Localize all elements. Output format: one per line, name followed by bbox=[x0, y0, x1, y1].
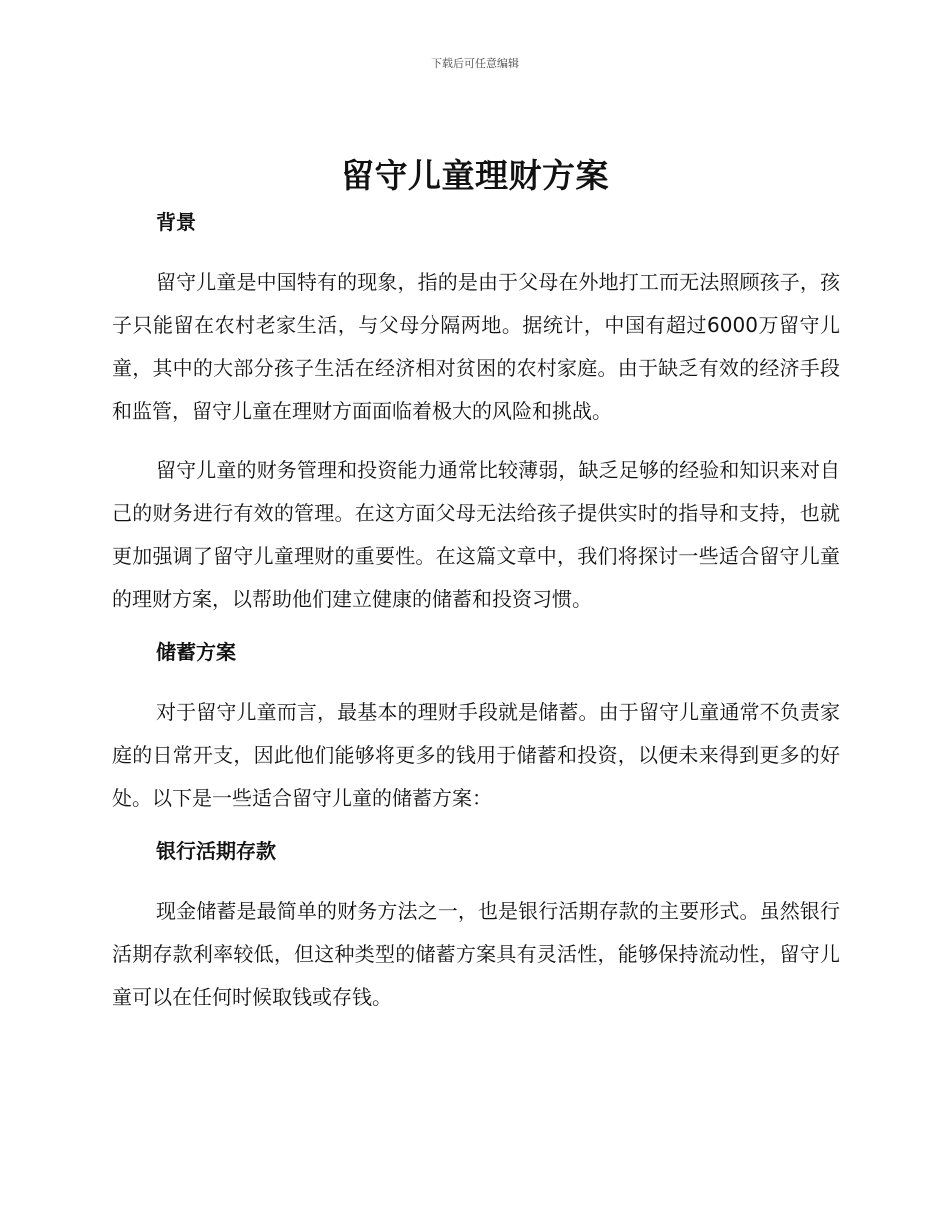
document-title: 留守儿童理财方案 bbox=[341, 156, 609, 195]
paragraph-background-1: 留守儿童是中国特有的现象，指的是由于父母在外地打工而无法照顾孩子，孩子只能留在农村老家生活，与父母分隔两地。据统计，中国有超过6000万留守儿童，其中的大部分孩子生活在经济相对贫困的农村家庭。由于缺乏有效的经济手段和监管，留守儿童在理财方面面临着极大的风险和挑战。 bbox=[112, 270, 840, 423]
section-heading-savings: 储蓄方案 bbox=[156, 640, 236, 664]
paragraph-savings-1: 对于留守儿童而言，最基本的理财手段就是储蓄。由于留守儿童通常不负责家庭的日常开支，因此他们能够将更多的钱用于储蓄和投资，以便未来得到更多的好处。以下是一些适合留守儿童的储蓄方案： bbox=[112, 700, 840, 810]
paragraph-bank-demand-deposit-1: 现金储蓄是最简单的财务方法之一，也是银行活期存款的主要形式。虽然银行活期存款利率较低，但这种类型的储蓄方案具有灵活性，能够保持流动性，留守儿童可以在任何时候取钱或存钱。 bbox=[112, 899, 840, 1009]
section-heading-background: 背景 bbox=[156, 210, 196, 234]
section-heading-bank-demand-deposit: 银行活期存款 bbox=[156, 839, 276, 863]
paragraph-background-2: 留守儿童的财务管理和投资能力通常比较薄弱，缺乏足够的经验和知识来对自己的财务进行有效的管理。在这方面父母无法给孩子提供实时的指导和支持，也就更加强调了留守儿童理财的重要性。在这篇文章中，我们将探讨一些适合留守儿童的理财方案，以帮助他们建立健康的储蓄和投资习惯。 bbox=[112, 458, 840, 611]
document-body bbox=[112, 205, 840, 1019]
header-note: 下载后可任意编辑 bbox=[431, 57, 519, 70]
